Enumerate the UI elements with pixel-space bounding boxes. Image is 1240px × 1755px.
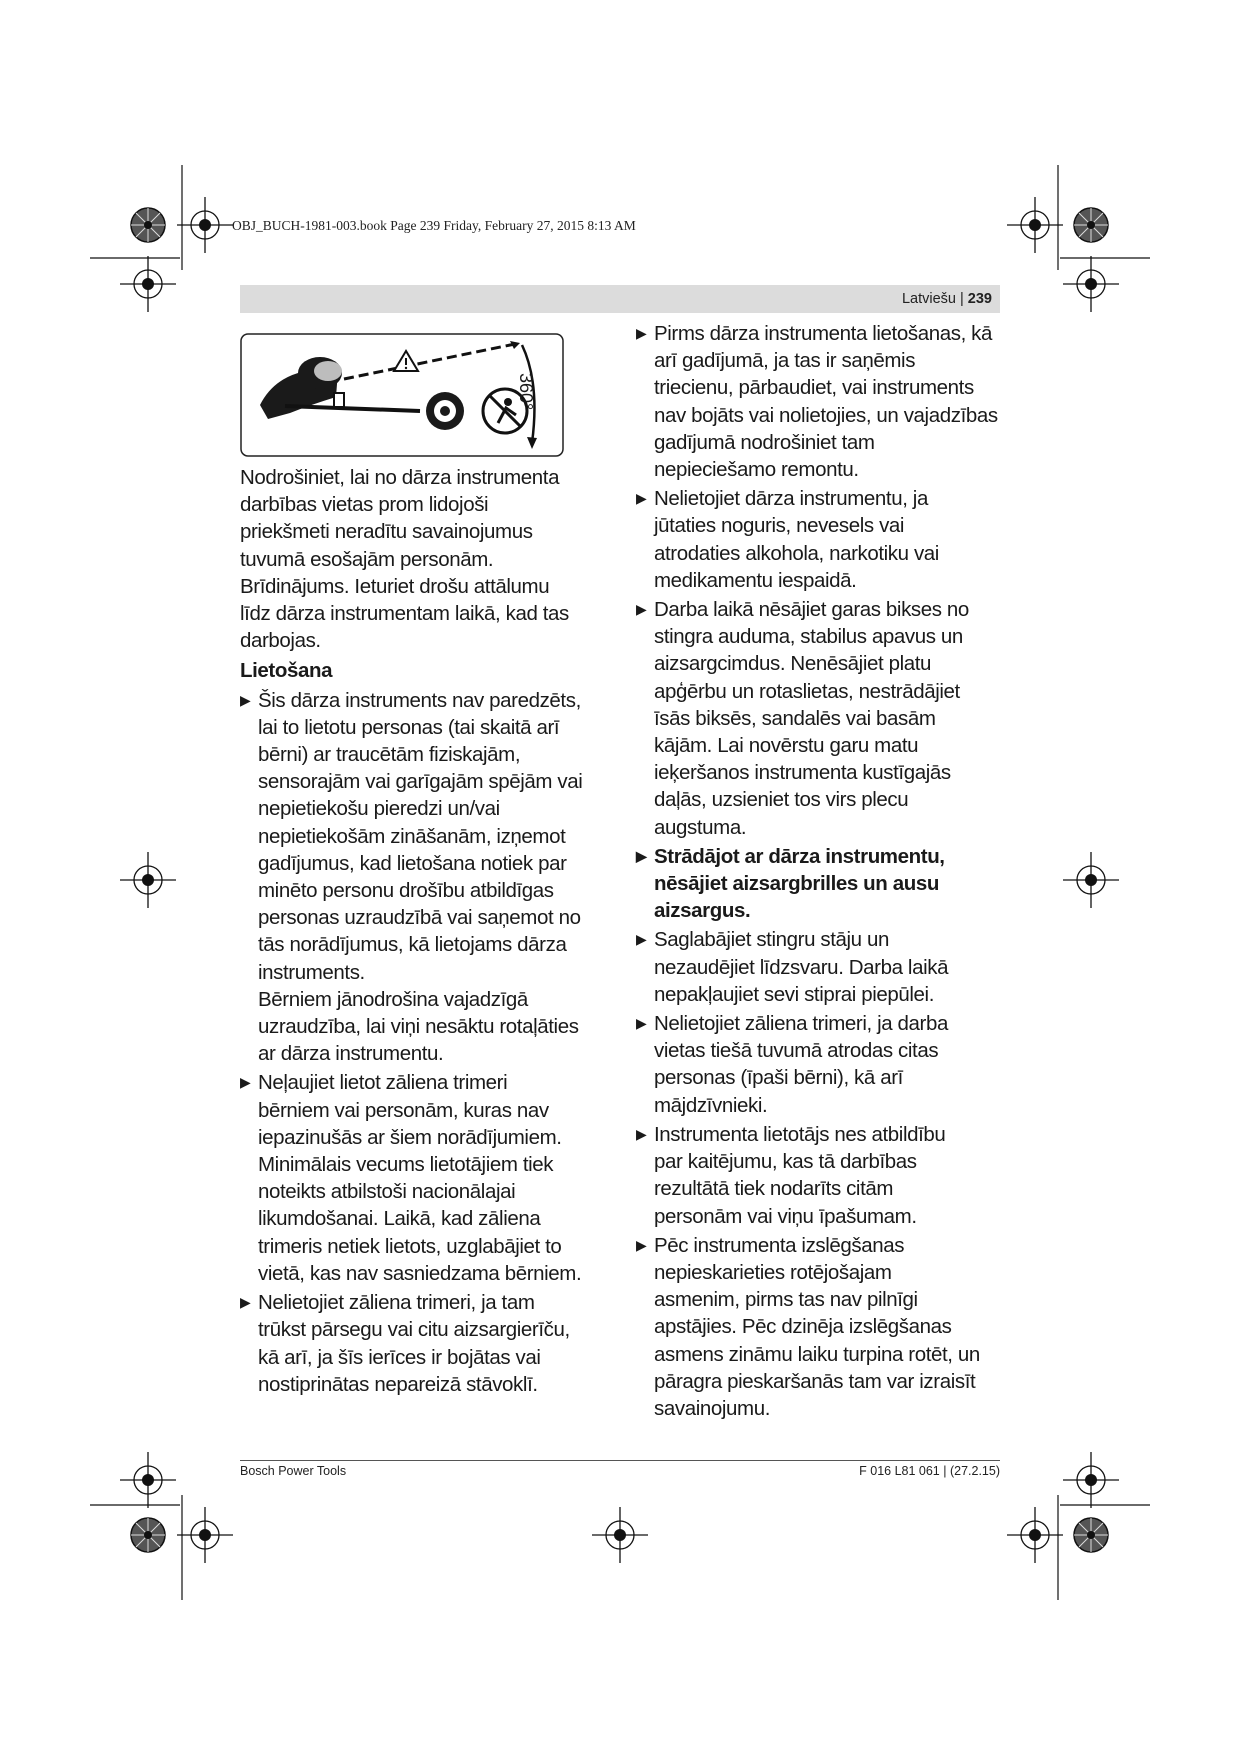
right-bullet-list <box>636 320 1008 1422</box>
bullet-arrow-icon: ▶ <box>636 1236 647 1253</box>
bullet-arrow-icon: ▶ <box>240 691 251 708</box>
text-line: asmens zināmu laiku turpina rotēt, un <box>654 1342 980 1366</box>
bullet-item <box>636 843 1008 925</box>
text-line: Nelietojiet zāliena trimeri, ja tam <box>258 1291 535 1315</box>
header-separator: | <box>959 291 964 307</box>
text-line: bērni) ar traucētām fiziskajām, <box>258 743 521 767</box>
bullet-item <box>636 596 1008 841</box>
text-line: priekšmeti neradītu savainojumus <box>240 520 533 544</box>
text-line: kā arī, ja šīs ierīces ir bojātas vai <box>258 1345 541 1369</box>
text-line: gadījumus, kad lietošana notiek par <box>258 851 567 875</box>
right-column <box>636 320 1008 1424</box>
text-line: rezultātā tiek nodarīts citām <box>654 1177 894 1201</box>
text-line: personas uzraudzībā vai saņemot no <box>258 906 581 930</box>
text-line: uzraudzība, lai viņi nesāktu rotaļāties <box>258 1015 579 1039</box>
text-line: triecienu, pārbaudiet, vai instruments <box>654 376 974 400</box>
text-line: personām vai viņu īpašumam. <box>654 1204 917 1228</box>
text-line: ieķeršanos instrumenta kustīgajās <box>654 761 951 785</box>
text-line: minēto personu drošību atbildīgas <box>258 879 554 903</box>
text-line: nepakļaujiet sevi stiprai piepūlei. <box>654 982 935 1006</box>
bullet-arrow-icon: ▶ <box>636 601 647 618</box>
text-line: gadījumā nodrošiniet tam <box>654 430 875 454</box>
text-line: personas (īpaši bērni), kā arī <box>654 1066 903 1090</box>
bullet-arrow-icon: ▶ <box>636 1015 647 1032</box>
text-line: vietas tiešā tuvumā atrodas citas <box>654 1039 939 1063</box>
text-line: likumdošanai. Laikā, kad zāliena <box>258 1207 541 1231</box>
text-line: līdz dārza instrumentam laikā, kad tas <box>240 602 569 626</box>
text-line: Nodrošiniet, lai no dārza instrumenta <box>240 466 560 489</box>
text-line: stingra auduma, stabilus apavus un <box>654 625 963 649</box>
page-header <box>902 291 1000 307</box>
text-line: Instrumenta lietotājs nes atbildību <box>654 1122 946 1146</box>
bullet-item <box>240 687 610 1068</box>
bullet-arrow-icon: ▶ <box>636 325 647 341</box>
text-line: Bērniem jānodrošina vajadzīgā <box>258 987 528 1011</box>
language-label: Latviešu <box>901 291 956 307</box>
text-line: nepieciešamo remontu. <box>654 458 859 482</box>
text-line: savainojumu. <box>654 1396 770 1420</box>
text-line: apstājies. Pēc dzinēja izslēgšanas <box>654 1315 952 1339</box>
text-line: noteikts atbilstoši nacionālajai <box>258 1180 516 1204</box>
text-line: apģērbu un rotaslietas, nestrādājiet <box>654 679 960 703</box>
bullet-arrow-icon: ▶ <box>636 1125 647 1142</box>
section-heading: Lietošana <box>240 659 333 683</box>
text-line: trimeris netiek lietots, uzglabājiet to <box>258 1234 562 1258</box>
page-header-band <box>240 285 1000 313</box>
text-line: īsās biksēs, sandalēs vai basām <box>654 706 936 730</box>
text-line: aizsargus. <box>654 899 751 923</box>
bullet-item <box>636 1010 1008 1119</box>
text-line: Neļaujiet lietot zāliena trimeri <box>258 1071 508 1095</box>
text-line: tās norādījumus, kā lietojams dārza <box>258 933 567 957</box>
text-line: nepieskarieties rotējošajam <box>654 1260 892 1284</box>
text-line: Minimālais vecums lietotājiem tiek <box>258 1153 554 1177</box>
bullet-item <box>636 320 1008 483</box>
text-line: lai to lietotu personas (tai skaitā arī <box>258 715 560 739</box>
text-line: trūkst pārsegu vai citu aizsargierīču, <box>258 1318 570 1342</box>
text-line: jūtaties noguris, nevesels vai <box>654 514 905 538</box>
text-line: nav bojāts vai nolietojies, un vajadzības <box>654 403 998 427</box>
footer-doc-code: F 016 L81 061 | (27.2.15) <box>859 1464 1000 1478</box>
text-line: darbojas. <box>240 629 321 653</box>
text-line: pāragra pieskaršanās tam var izraisīt <box>654 1369 976 1393</box>
text-line: arī gadījumā, ja tas ir saņēmis <box>654 349 916 373</box>
left-column <box>240 464 610 1400</box>
text-line: medikamentu iespaidā. <box>654 568 857 592</box>
text-line: augstuma. <box>654 815 747 839</box>
text-line: aizsargcimdus. Nenēsājiet platu <box>654 652 932 676</box>
text-line: Šis dārza instruments nav paredzēts, <box>258 688 581 712</box>
text-line: Saglabājiet stingru stāju un <box>654 928 889 952</box>
text-line: kājām. Lai novērstu garu matu <box>654 734 919 758</box>
text-line: darbības vietas prom lidojoši <box>240 493 489 517</box>
text-line: Pirms dārza instrumenta lietošanas, kā <box>654 322 993 345</box>
text-line: par kaitējumu, kas tā darbības <box>654 1150 917 1174</box>
bullet-item <box>240 1069 610 1287</box>
rotation-angle-label: 360° <box>516 373 536 411</box>
text-line: nostiprinātas nepareizā stāvoklī. <box>258 1372 538 1396</box>
text-line: mājdzīvnieki. <box>654 1093 768 1117</box>
text-line: bērniem vai personām, kuras nav <box>258 1098 549 1122</box>
text-line: sensorajām vai garīgajām spējām vai <box>258 770 583 794</box>
footer-rule <box>240 1460 1000 1461</box>
text-line: instruments. <box>258 960 365 984</box>
bullet-arrow-icon: ▶ <box>240 1294 251 1311</box>
text-line: iepazinušās ar šiem norādījumiem. <box>258 1125 562 1149</box>
bullet-arrow-icon: ▶ <box>636 490 647 507</box>
text-line: Nelietojiet dārza instrumentu, ja <box>654 487 928 511</box>
text-line: Strādājot ar dārza instrumentu, <box>654 844 945 868</box>
left-bullet-list <box>240 687 610 1398</box>
text-line: Darba laikā nēsājiet garas bikses no <box>654 598 969 622</box>
text-line: nēsājiet aizsargbrilles un ausu <box>654 872 939 896</box>
text-line: Nelietojiet zāliena trimeri, ja darba <box>654 1012 948 1036</box>
bullet-arrow-icon: ▶ <box>636 931 647 948</box>
text-line: nepietiekošu pieredzi un/vai <box>258 797 500 821</box>
text-line: vietā, kas nav sasniedzama bērniem. <box>258 1261 582 1285</box>
bullet-item <box>636 1121 1008 1230</box>
bullet-item <box>636 485 1008 594</box>
bullet-arrow-icon: ▶ <box>240 1074 251 1091</box>
intro-paragraph <box>240 464 610 654</box>
text-line: atrodaties alkohola, narkotiku vai <box>654 541 939 565</box>
footer-brand: Bosch Power Tools <box>240 1464 347 1478</box>
safety-figure <box>240 333 564 457</box>
text-line: tuvumā esošajām personām. <box>240 547 494 571</box>
text-line: Brīdinājums. Ieturiet drošu attālumu <box>240 574 550 598</box>
page-number: 239 <box>967 291 992 307</box>
book-file-header: OBJ_BUCH-1981-003.book Page 239 Friday, February 27, 2015 8:13 AM <box>232 218 636 233</box>
text-line: daļās, uzsieniet tos virs plecu <box>654 788 909 812</box>
text-line: nezaudējiet līdzsvaru. Darba laikā <box>654 955 949 979</box>
text-line: nepietiekošām zināšanām, izņemot <box>258 824 566 848</box>
bullet-item <box>636 1232 1008 1422</box>
text-line: Pēc instrumenta izslēgšanas <box>654 1233 905 1257</box>
text-line: ar dārza instrumentu. <box>258 1042 444 1066</box>
bullet-item <box>240 1289 610 1398</box>
bullet-arrow-icon: ▶ <box>636 847 647 864</box>
bullet-item <box>636 926 1008 1008</box>
text-line: asmenim, pirms tas nav pilnīgi <box>654 1288 918 1312</box>
